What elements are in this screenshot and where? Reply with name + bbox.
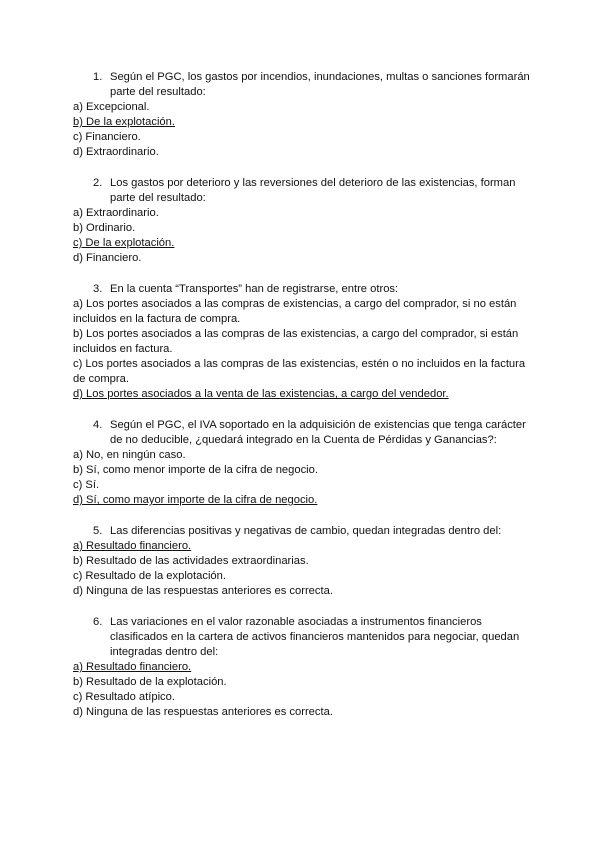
question-4	[73, 418, 533, 508]
answer-option: a) Excepcional.	[73, 101, 150, 113]
question-6	[73, 615, 533, 720]
question-3	[73, 282, 533, 402]
question-stem	[73, 418, 533, 448]
question-stem	[73, 176, 533, 206]
answer-option: b) Ordinario.	[73, 222, 136, 234]
question-1	[73, 70, 533, 160]
answer-option: b) Resultado de la explotación.	[73, 676, 227, 688]
answer-option: d) Ninguna de las respuestas anteriores es correcta.	[73, 585, 333, 597]
answer-option: c) Resultado de la explotación.	[73, 570, 226, 582]
answer-option-correct: d) Los portes asociados a la venta de las existencias, a cargo del vendedor.	[73, 388, 449, 400]
question-number: 4.	[93, 419, 103, 431]
answer-option-correct: b) De la explotación.	[73, 116, 175, 128]
question-text: En la cuenta “Transportes” han de registrarse, entre otros:	[110, 283, 399, 295]
question-text: Según el PGC, los gastos por incendios, inundaciones, multas o sanciones formarán parte del resultado:	[110, 71, 530, 98]
answer-option: c) Financiero.	[73, 131, 141, 143]
question-text: Las variaciones en el valor razonable asociadas a instrumentos financieros clasificados en la cartera de activos financieros mantenidos para negociar, quedan integradas dentro del:	[110, 616, 520, 658]
question-number: 2.	[93, 177, 103, 189]
answer-option-correct: c) De la explotación.	[73, 237, 175, 249]
question-number: 1.	[93, 71, 103, 83]
question-text: Según el PGC, el IVA soportado en la adquisición de existencias que tenga carácter de no deducible, ¿quedará integrado en la Cuenta de Pérdidas y Ganancias?:	[110, 419, 526, 446]
answer-option-correct: a) Resultado financiero.	[73, 661, 192, 673]
question-stem	[73, 615, 533, 660]
question-number: 6.	[93, 616, 103, 628]
answer-option: a) No, en ningún caso.	[73, 449, 186, 461]
answer-option-correct: a) Resultado financiero.	[73, 540, 192, 552]
question-stem	[73, 524, 533, 539]
question-2	[73, 176, 533, 266]
answer-option: d) Ninguna de las respuestas anteriores es correcta.	[73, 706, 333, 718]
answer-option: d) Financiero.	[73, 252, 142, 264]
question-text: Las diferencias positivas y negativas de cambio, quedan integradas dentro del:	[110, 525, 502, 537]
answer-option-correct: d) Sí, como mayor importe de la cifra de negocio.	[73, 494, 318, 506]
answer-option: b) Resultado de las actividades extraordinarias.	[73, 555, 309, 567]
answer-option: c) Resultado atípico.	[73, 691, 175, 703]
question-list	[73, 70, 533, 736]
answer-option: c) Los portes asociados a las compras de las existencias, estén o no incluidos en la factura de compra.	[73, 358, 526, 385]
question-number: 3.	[93, 283, 103, 295]
question-stem	[73, 70, 533, 100]
answer-option: b) Los portes asociados a las compras de las existencias, a cargo del comprador, si están incluidos en factura.	[73, 328, 519, 355]
question-text: Los gastos por deterioro y las reversiones del deterioro de las existencias, forman parte del resultado:	[110, 177, 516, 204]
answer-option: a) Los portes asociados a las compras de existencias, a cargo del comprador, si no están incluidos en la factura de compra.	[73, 298, 517, 325]
answer-option: c) Sí.	[73, 479, 100, 491]
question-stem	[73, 282, 533, 297]
question-5	[73, 524, 533, 599]
question-number: 5.	[93, 525, 103, 537]
answer-option: b) Sí, como menor importe de la cifra de negocio.	[73, 464, 318, 476]
answer-option: a) Extraordinario.	[73, 207, 159, 219]
answer-option: d) Extraordinario.	[73, 146, 159, 158]
